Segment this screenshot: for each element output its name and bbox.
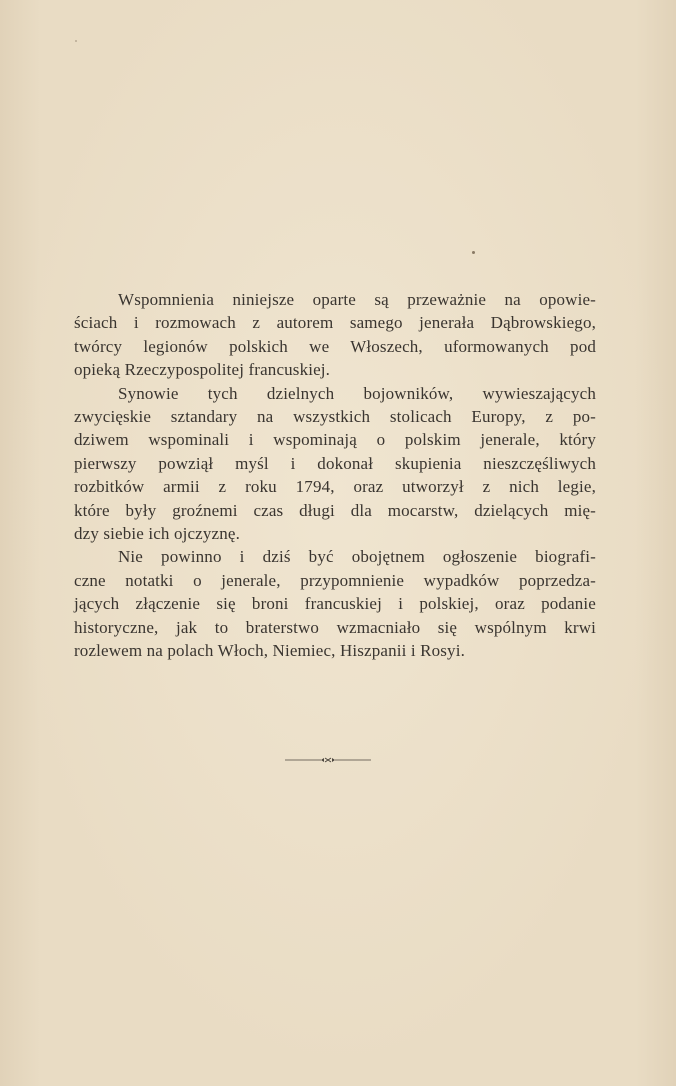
paper-speck: [472, 251, 475, 254]
text-line: dziwem wspominali i wspominają o polskim jenerale, który: [74, 430, 596, 450]
text-line: które były groźnemi czas długi dla mocarstw, dzielących mię-: [74, 500, 596, 520]
text-line: dzy siebie ich ojczyznę.: [74, 524, 240, 544]
paper-speck: [75, 40, 77, 42]
paragraph-1: [74, 288, 596, 382]
text-line: rozlewem na polach Włoch, Niemiec, Hiszpanii i Rosyi.: [74, 641, 465, 661]
main-text: [74, 288, 596, 663]
text-line: rozbitków armii z roku 1794, oraz utworzył z nich legie,: [74, 477, 596, 497]
text-line: czne notatki o jenerale, przypomnienie wypadków poprzedza-: [74, 570, 596, 590]
text-line: pierwszy powziął myśl i dokonał skupienia nieszczęśliwych: [74, 453, 596, 473]
text-line: historyczne, jak to braterstwo wzmacniało się wspólnym krwi: [74, 617, 596, 637]
section-divider-ornament: [285, 757, 371, 763]
paragraph-2: [74, 382, 596, 546]
text-line: jących złączenie się broni francuskiej i polskiej, oraz podanie: [74, 594, 596, 614]
text-line: zwycięskie sztandary na wszystkich stolicach Europy, z po-: [74, 407, 596, 427]
paragraph-3: [74, 545, 596, 662]
text-line: Wspomnienia niniejsze oparte są przeważnie na opowie-: [118, 290, 596, 309]
text-line: twórcy legionów polskich we Włoszech, uformowanych pod: [74, 336, 596, 356]
text-line: ściach i rozmowach z autorem samego jenerała Dąbrowskiego,: [74, 313, 596, 333]
text-line: Synowie tych dzielnych bojowników, wywieszających: [118, 383, 596, 403]
text-line: opieką Rzeczypospolitej francuskiej.: [74, 360, 331, 380]
text-line: Nie powinno i dziś być obojętnem ogłoszenie biografi-: [118, 547, 596, 567]
